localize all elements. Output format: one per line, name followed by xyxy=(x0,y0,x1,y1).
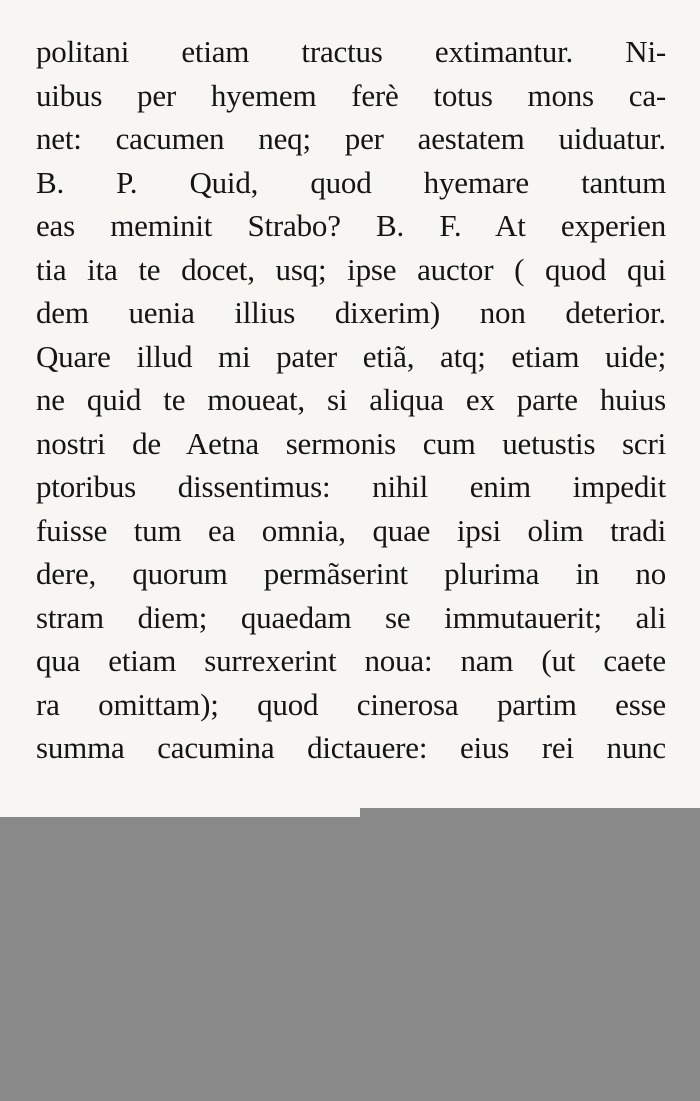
text-line-3: net: cacumen neq; per aestatem uiduatur. xyxy=(36,121,666,156)
text-line-10: nostri de Aetna sermonis cum uetustis scri xyxy=(36,425,666,461)
text-line-15: qua etiam surrexerint noua: nam (ut caete xyxy=(36,643,666,678)
text-line-7: dem uenia illius dixerim) non deterior. xyxy=(36,295,666,330)
text-line-1: politani etiam tractus extimantur. Ni- xyxy=(36,34,666,69)
text-line-14: stram diem; quaedam se immutauerit; ali xyxy=(36,599,666,635)
text-line-17: summa cacumina dictauere: eius rei nunc xyxy=(36,730,666,765)
text-line-12: fuisse tum ea omnia, quae ipsi olim tradi xyxy=(36,512,666,548)
text-line-11: ptoribus dissentimus: nihil enim impedit xyxy=(36,469,666,504)
body-text xyxy=(36,30,666,770)
text-line-16: ra omittam); quod cinerosa partim esse xyxy=(36,686,666,722)
text-line-2: uibus per hyemem ferè totus mons ca- xyxy=(36,77,666,113)
redaction-overlay xyxy=(0,817,700,1101)
text-line-13: dere, quorum permãserint plurima in no xyxy=(36,556,666,591)
text-line-8: Quare illud mi pater etiã, atq; etiam uide; xyxy=(36,338,666,374)
text-line-5: eas meminit Strabo? B. F. At experien xyxy=(36,208,666,243)
text-line-9: ne quid te moueat, si aliqua ex parte huius xyxy=(36,382,666,417)
text-line-4: B. P. Quid, quod hyemare tantum xyxy=(36,164,666,200)
text-line-6: tia ita te docet, usq; ipse auctor ( quod qui xyxy=(36,251,666,287)
